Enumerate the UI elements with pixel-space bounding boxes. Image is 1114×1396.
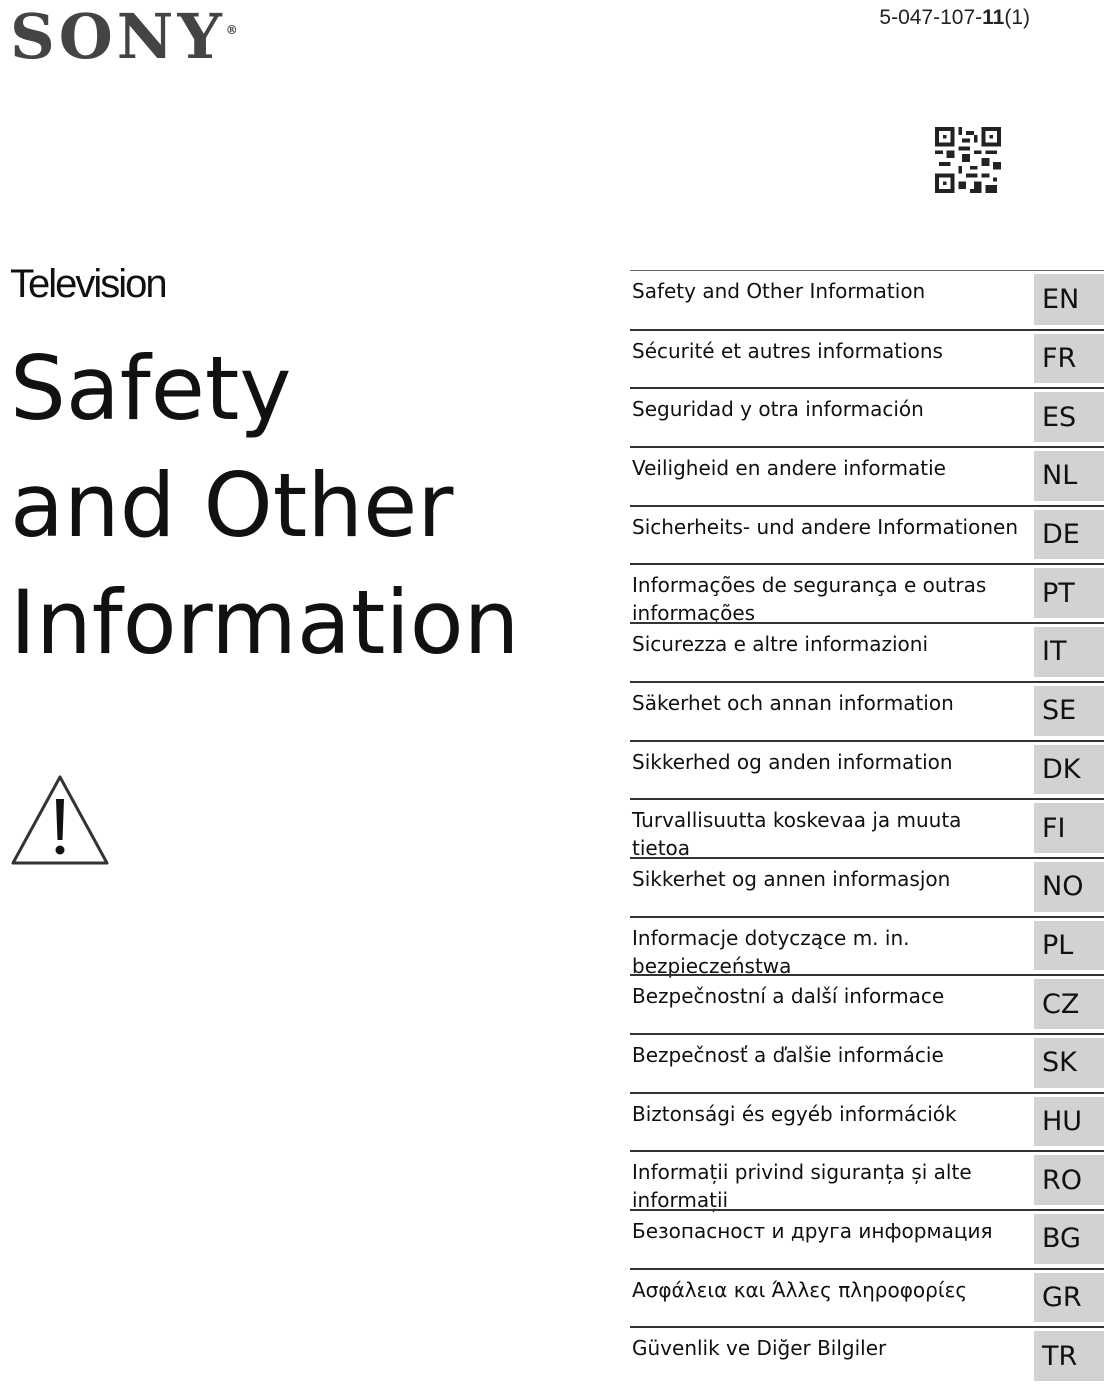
language-label: Biztonsági és egyéb információk	[632, 1101, 957, 1126]
language-label: Ασφάλεια και Άλλες πληροφορίες	[632, 1277, 968, 1302]
title-line: and Other	[10, 454, 454, 557]
language-row-es	[630, 387, 1104, 446]
document-number	[879, 6, 1030, 30]
language-row-ro	[630, 1150, 1104, 1213]
language-tab-pl: PL	[1034, 921, 1104, 971]
language-row-sk	[630, 1033, 1104, 1092]
warning-triangle-icon	[10, 774, 110, 866]
language-row-de	[630, 505, 1104, 564]
qr-code-icon	[934, 127, 1002, 193]
language-row-pt	[630, 563, 1104, 626]
language-tab-gr: GR	[1034, 1273, 1104, 1323]
language-label: Sikkerhed og anden information	[632, 749, 953, 774]
language-row-nl	[630, 446, 1104, 505]
language-tab-de: DE	[1034, 510, 1104, 560]
language-row-hu	[630, 1092, 1104, 1151]
language-label: Informacje dotyczące m. in. bezpieczeństwa	[632, 925, 910, 978]
language-label: Güvenlik ve Diğer Bilgiler	[632, 1336, 887, 1361]
language-label: Sécurité et autres informations	[632, 338, 943, 363]
language-label: Sikkerhet og annen informasjon	[632, 866, 951, 891]
language-row-bg	[630, 1209, 1104, 1268]
language-tab-pt: PT	[1034, 568, 1104, 618]
language-label: Bezpečnostní a další informace	[632, 984, 945, 1009]
language-label: Säkerhet och annan information	[632, 690, 954, 715]
language-row-gr	[630, 1268, 1104, 1327]
doc-number-revision: 11	[982, 6, 1005, 29]
language-row-cz	[630, 974, 1104, 1033]
language-row-tr	[630, 1326, 1104, 1385]
language-tab-tr: TR	[1034, 1331, 1104, 1381]
language-tab-se: SE	[1034, 686, 1104, 736]
language-label: Bezpečnosť a ďalšie informácie	[632, 1042, 944, 1067]
language-row-en	[630, 270, 1104, 329]
language-tab-hu: HU	[1034, 1097, 1104, 1147]
doc-number-prefix: 5-047-107-	[879, 6, 983, 29]
language-index	[630, 270, 1104, 1385]
language-tab-bg: BG	[1034, 1214, 1104, 1264]
language-tab-en: EN	[1034, 274, 1104, 325]
language-label: Sicherheits- und andere Informationen	[632, 514, 1019, 539]
language-row-it	[630, 622, 1104, 681]
brand-name: SONY	[10, 0, 226, 73]
language-label: Sicurezza e altre informazioni	[632, 632, 929, 657]
language-tab-ro: RO	[1034, 1155, 1104, 1205]
language-tab-it: IT	[1034, 627, 1104, 677]
language-tab-cz: CZ	[1034, 979, 1104, 1029]
language-row-fr	[630, 329, 1104, 388]
page-title	[10, 330, 519, 681]
brand-logo	[10, 0, 238, 73]
language-label: Turvallisuutta koskevaa ja muuta tietoa	[632, 808, 962, 861]
language-tab-fr: FR	[1034, 334, 1104, 384]
language-row-no	[630, 857, 1104, 916]
doc-number-suffix: (1)	[1004, 6, 1030, 29]
language-tab-es: ES	[1034, 392, 1104, 442]
language-row-dk	[630, 740, 1104, 799]
language-label: Informații privind siguranța și alte informații	[632, 1160, 972, 1213]
title-line: Information	[10, 571, 520, 674]
title-line: Safety	[10, 337, 292, 440]
language-row-se	[630, 681, 1104, 740]
product-name: Television	[10, 262, 166, 306]
registered-mark: ®	[225, 23, 238, 38]
language-row-pl	[630, 916, 1104, 978]
language-label: Seguridad y otra información	[632, 397, 924, 422]
language-tab-no: NO	[1034, 862, 1104, 912]
language-label: Безопасност и друга информация	[632, 1219, 993, 1243]
language-tab-dk: DK	[1034, 745, 1104, 795]
language-label: Veiligheid en andere informatie	[632, 456, 946, 481]
language-tab-fi: FI	[1034, 803, 1104, 853]
language-tab-sk: SK	[1034, 1038, 1104, 1088]
language-label: Informações de segurança e outras informações	[632, 573, 987, 626]
language-tab-nl: NL	[1034, 451, 1104, 501]
language-label: Safety and Other Information	[632, 279, 926, 303]
language-row-fi	[630, 798, 1104, 861]
